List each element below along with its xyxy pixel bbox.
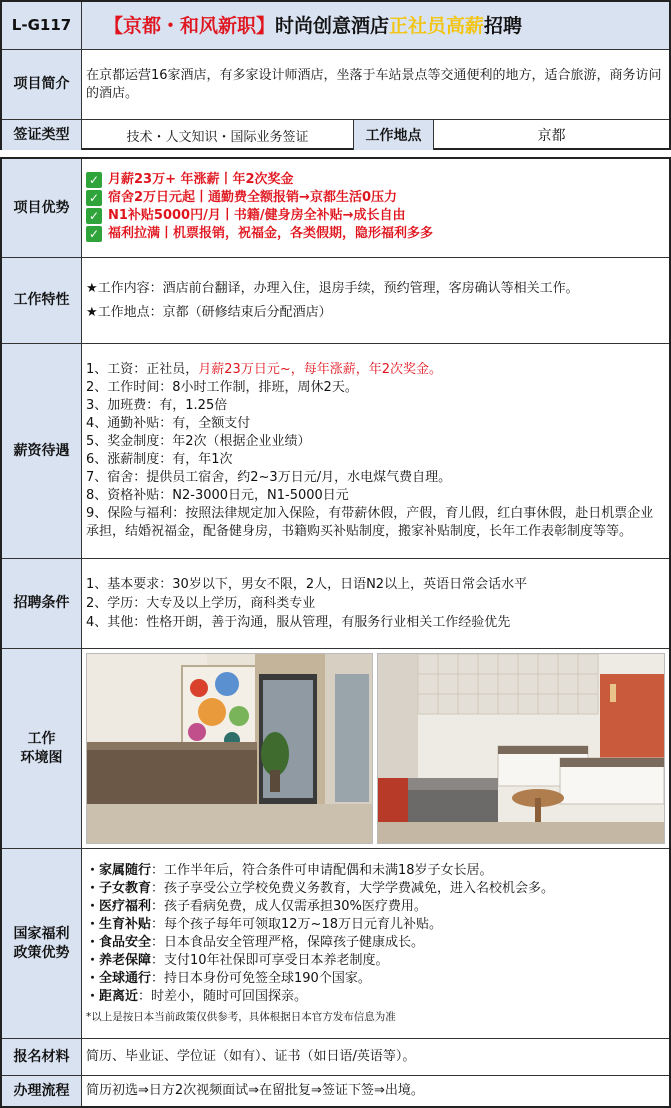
benefit-item: ・子女教育：孩子享受公立学校免费义务教育，大学学费减免，进入名校机会多。 <box>86 880 555 896</box>
documents-text: 简历、毕业证、学位证（如有）、证书（如日语/英语等）。 <box>86 1049 416 1064</box>
process-row <box>2 1076 669 1106</box>
requirement-line: 4、其他：性格开朗，善于沟通，服从管理，有服务行业相关工作经验优先 <box>86 614 511 630</box>
benefits-note: *以上是按日本当前政策仅供参考，具体根据日本官方发布信息为准 <box>86 1010 396 1023</box>
process-text: 简历初选⇒日方2次视频面试⇒在留批复⇒签证下签⇒出境。 <box>86 1083 424 1098</box>
title-part-highlight: 正社员高薪 <box>389 14 485 37</box>
check-icon: ✓ <box>86 226 102 242</box>
requirements-row <box>2 559 669 649</box>
process-label: 办理流程 <box>2 1076 82 1106</box>
salary-line: 5、奖金制度：年2次（根据企业业绩） <box>86 434 311 449</box>
advantages-label: 项目优势 <box>2 159 82 257</box>
visa-row <box>2 120 669 150</box>
room-photo <box>377 653 665 844</box>
page-title <box>82 2 669 49</box>
intro-text: 在京都运营16家酒店，有多家设计师酒店，坐落于车站景点等交通便利的地方，适合旅游，商务访问的酒店。 <box>86 67 662 101</box>
salary-line: 9、保险与福利：按照法律规定加入保险，有带薪休假，产假，育儿假，红白事休假，赴日机票企业承担，结婚祝福金，配备健身房，书籍购买补贴制度，搬家补贴制度，长年工作表彰制度等等。 <box>86 506 654 539</box>
title-part-location: 【京都・和风新职】 <box>104 14 276 37</box>
salary-highlight: 月薪23万日元~，每年涨薪，年2次奖金。 <box>198 362 442 377</box>
job-label: 工作特性 <box>2 258 82 343</box>
requirement-line: 1、基本要求：30岁以下，男女不限，2人，日语N2以上，英语日常会话水平 <box>86 576 528 592</box>
benefit-item: ・食品安全：日本食品安全管理严格，保障孩子健康成长。 <box>86 934 425 950</box>
salary-label: 薪资待遇 <box>2 344 82 558</box>
environment-label: 工作 环境图 <box>2 649 82 848</box>
job-row <box>2 258 669 344</box>
environment-row <box>2 649 669 849</box>
location-value: 京都 <box>537 128 566 144</box>
salary-line: 3、加班费：有，1.25倍 <box>86 398 228 413</box>
intro-row <box>2 50 669 120</box>
advantage-item: ✓ N1补贴5000円/月丨书籍/健身房全补贴→成长自由 <box>86 207 665 225</box>
job-details <box>82 258 669 343</box>
salary-line: 7、宿舍：提供员工宿舍，约2~3万日元/月，水电煤气费自理。 <box>86 470 452 485</box>
documents-row <box>2 1039 669 1076</box>
visa-label: 签证类型 <box>2 120 82 150</box>
job-content: ★工作内容：酒店前台翻译，办理入住，退房手续，预约管理，客房确认等相关工作。 <box>86 280 579 296</box>
check-icon: ✓ <box>86 172 102 188</box>
benefits-row <box>2 849 669 1039</box>
visa-value: 技术・人文知识・国际业务签证 <box>82 120 354 150</box>
advantages-row <box>2 159 669 258</box>
location-label: 工作地点 <box>354 120 434 150</box>
details-table <box>0 157 671 1108</box>
salary-line: 2、工作时间：8小时工作制，排班，周休2天。 <box>86 380 358 395</box>
salary-line: 8、资格补贴：N2-3000日元，N1-5000日元 <box>86 488 349 503</box>
benefits-list <box>82 849 669 1038</box>
advantages-list <box>82 159 669 257</box>
header-table <box>0 0 671 150</box>
environment-photos <box>82 649 669 848</box>
benefit-item: ・全球通行：持日本身份可免签全球190个国家。 <box>86 970 371 986</box>
benefit-item: ・医疗福利：孩子看病免费，成人仅需承担30%医疗费用。 <box>86 898 427 914</box>
requirement-line: 2、学历：大专及以上学历，商科类专业 <box>86 595 316 611</box>
title-part-recruit: 招聘 <box>484 14 523 37</box>
advantage-item: ✓ 月薪23万+ 年涨薪丨年2次奖金 <box>86 171 665 189</box>
benefit-item: ・养老保障：支付10年社保即可享受日本养老制度。 <box>86 952 389 968</box>
title-row <box>2 2 669 50</box>
requirements-label: 招聘条件 <box>2 559 82 648</box>
advantage-item: ✓ 宿舍2万日元起丨通勤费全额报销→京都生活0压力 <box>86 189 665 207</box>
job-code: L-G117 <box>2 2 82 49</box>
salary-line: 6、涨薪制度：有，年1次 <box>86 452 233 467</box>
salary-row <box>2 344 669 559</box>
salary-line: 4、通勤补贴：有，全额支付 <box>86 416 251 431</box>
title-part-hotel: 时尚创意酒店 <box>275 14 390 37</box>
benefits-label: 国家福利 政策优势 <box>2 849 82 1038</box>
intro-label: 项目简介 <box>2 50 82 119</box>
benefit-item: ・家属随行：工作半年后，符合条件可申请配偶和未满18岁子女长居。 <box>86 862 493 878</box>
benefit-item: ・距离近：时差小，随时可回国探亲。 <box>86 988 308 1004</box>
check-icon: ✓ <box>86 208 102 224</box>
benefit-item: ・生育补贴：每个孩子每年可领取12万~18万日元育儿补贴。 <box>86 916 442 932</box>
salary-details <box>82 344 669 558</box>
check-icon: ✓ <box>86 190 102 206</box>
salary-line: 1、工资：正社员，月薪23万日元~，每年涨薪，年2次奖金。 <box>86 362 442 377</box>
advantage-item: ✓ 福利拉满丨机票报销，祝福金，各类假期，隐形福利多多 <box>86 225 665 243</box>
job-location: ★工作地点：京都（研修结束后分配酒店） <box>86 304 332 320</box>
lobby-photo <box>86 653 373 844</box>
documents-label: 报名材料 <box>2 1039 82 1075</box>
requirements-details <box>82 559 669 648</box>
